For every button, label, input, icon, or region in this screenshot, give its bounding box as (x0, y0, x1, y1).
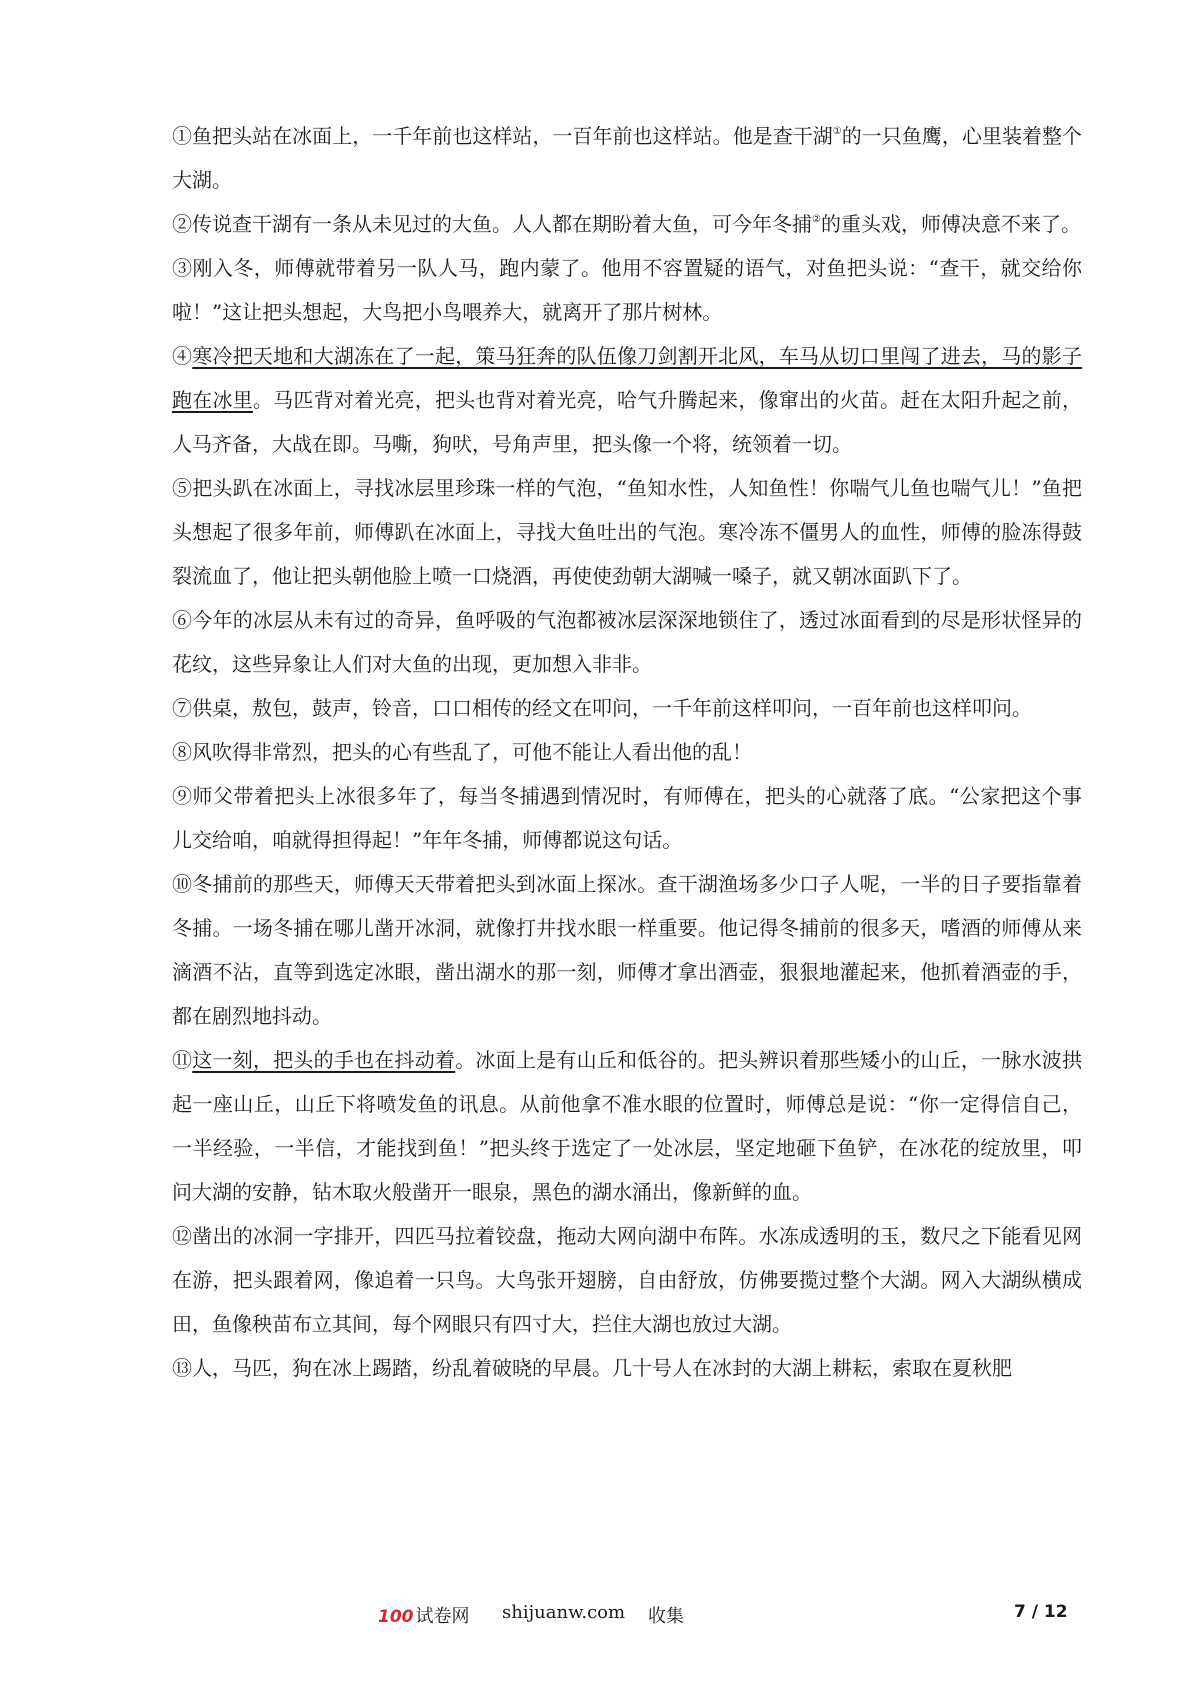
paragraph-number: ④ (172, 344, 193, 368)
underlined-sentence: 寒冷把天地和大湖冻在了一起，策马狂奔的队伍像刀剑割开北风，车马从切口里闯了进去，马的影子跑在冰里 (172, 344, 1083, 412)
paragraph-number: ⑤ (172, 476, 193, 500)
paragraph-number: ② (172, 212, 192, 236)
paragraph-number: ⑫ (172, 1224, 193, 1248)
paragraph-text: 刚入冬，师傅就带着另一队人马，跑内蒙了。他用不容置疑的语气，对鱼把头说：“查干，就交给你啦！”这让把头想起，大鸟把小鸟喂养大，就离开了那片树林。 (172, 256, 1082, 324)
paragraph-text: 传说查干湖有一条从未见过的大鱼。人人都在期盼着大鱼，可今年冬捕 (192, 212, 812, 236)
underlined-sentence: 这一刻，把头的手也在抖动着 (192, 1048, 456, 1072)
paragraph-text: 冬捕前的那些天，师傅天天带着把头到冰面上探冰。查干湖渔场多少口子人呢，一半的日子要指靠着冬捕。一场冬捕在哪儿凿开冰洞，就像打井找水眼一样重要。他记得冬捕前的很多天，嗜酒的师傅从来滴酒不沾，直等到选定冰眼，凿出湖水的那一刻，师傅才拿出酒壶，狠狠地灌起来，他抓着酒壶的手，都在剧烈地抖动。 (172, 872, 1083, 1028)
page-number: 7 / 12 (1014, 1602, 1068, 1622)
paragraph-number: ⑥ (172, 608, 193, 632)
paragraph-11 (172, 1038, 1082, 1214)
paragraph-10 (172, 862, 1082, 1038)
paragraph-number: ⑩ (172, 872, 193, 896)
paragraph-text: 的重头戏，师傅决意不来了。 (820, 212, 1081, 236)
footnote-marker: ② (812, 214, 821, 225)
paragraph-text: 凿出的冰洞一字排开，四匹马拉着铰盘，拖动大网向湖中布阵。水冻成透明的玉，数尺之下能看见网在游，把头跟着网，像追着一只鸟。大鸟张开翅膀，自由舒放，仿佛要揽过整个大湖。网入大湖纵横成田，鱼像秧苗布立其间，每个网眼只有四寸大，拦住大湖也放过大湖。 (172, 1224, 1083, 1336)
paragraph-9 (172, 774, 1082, 862)
collect-label: 收集 (648, 1606, 684, 1627)
brand-name: 试卷网 (415, 1606, 470, 1627)
paragraph-number: ⑪ (172, 1048, 193, 1072)
paragraph-text: 风吹得非常烈，把头的心有些乱了，可他不能让人看出他的乱！ (192, 740, 752, 764)
paragraph-text: 供桌，敖包，鼓声，铃音，口口相传的经文在叩问，一千年前这样叩问，一百年前也这样叩问。 (192, 696, 1032, 720)
paragraph-number: ⑬ (172, 1356, 192, 1380)
paragraph-text: 。马匹背对着光亮，把头也背对着光亮，哈气升腾起来，像窜出的火苗。赶在太阳升起之前，人马齐备，大战在即。马嘶，狗吠，号角声里，把头像一个将，统领着一切。 (172, 388, 1083, 456)
paragraph-text: 人，马匹，狗在冰上踢踏，纷乱着破晓的早晨。几十号人在冰封的大湖上耕耘，索取在夏秋肥 (192, 1356, 1012, 1380)
paragraph-text: 把头趴在冰面上，寻找冰层里珍珠一样的气泡，“鱼知水性，人知鱼性！你喘气儿鱼也喘气儿！”鱼把头想起了很多年前，师傅趴在冰面上，寻找大鱼吐出的气泡。寒冷冻不僵男人的血性，师傅的脸冻得鼓裂流血了，他让把头朝他脸上喷一口烧酒，再使使劲朝大湖喊一嗓子，就又朝冰面趴下了。 (172, 476, 1083, 588)
paragraph-text: 。冰面上是有山丘和低谷的。把头辨识着那些矮小的山丘，一脉水波拱起一座山丘，山丘下将喷发鱼的讯息。从前他拿不准水眼的位置时，师傅总是说：“你一定得信自己，一半经验，一半信，才能找到鱼！”把头终于选定了一处冰层，坚定地砸下鱼铲，在冰花的绽放里，叩问大湖的安静，钻木取火般凿开一眼泉，黑色的湖水涌出，像新鲜的血。 (172, 1048, 1083, 1204)
paragraph-5 (172, 466, 1082, 598)
paragraph-3 (172, 246, 1082, 334)
paragraph-8 (172, 730, 1082, 774)
paragraph-number: ① (172, 124, 193, 148)
paragraph-7 (172, 686, 1082, 730)
article-body (172, 114, 1082, 1390)
paragraph-number: ⑦ (172, 696, 192, 720)
paragraph-1 (172, 114, 1082, 202)
paragraph-13 (172, 1346, 1082, 1390)
logo-icon: 100 (378, 1607, 414, 1627)
footnote-marker: ① (832, 126, 842, 137)
paragraph-6 (172, 598, 1082, 686)
page-footer (0, 1596, 1191, 1636)
paragraph-number: ⑧ (172, 740, 192, 764)
site-brand (378, 1602, 470, 1628)
paragraph-text: 今年的冰层从未有过的奇异，鱼呼吸的气泡都被冰层深深地锁住了，透过冰面看到的尽是形状怪异的花纹，这些异象让人们对大鱼的出现，更加想入非非。 (172, 608, 1083, 676)
paragraph-4 (172, 334, 1082, 466)
paragraph-text: 鱼把头站在冰面上，一千年前也这样站，一百年前也这样站。他是查干湖 (192, 124, 833, 148)
paragraph-text: 师父带着把头上冰很多年了，每当冬捕遇到情况时，有师傅在，把头的心就落了底。“公家把这个事儿交给咱，咱就得担得起！”年年冬捕，师傅都说这句话。 (172, 784, 1082, 852)
paragraph-2 (172, 202, 1082, 246)
paragraph-12 (172, 1214, 1082, 1346)
paragraph-number: ⑨ (172, 784, 193, 808)
site-url: shijuanw.com (502, 1602, 626, 1623)
paragraph-number: ③ (172, 256, 193, 280)
paragraph-text: 的一只鱼鹰，心里装着整个大湖。 (172, 124, 1083, 192)
